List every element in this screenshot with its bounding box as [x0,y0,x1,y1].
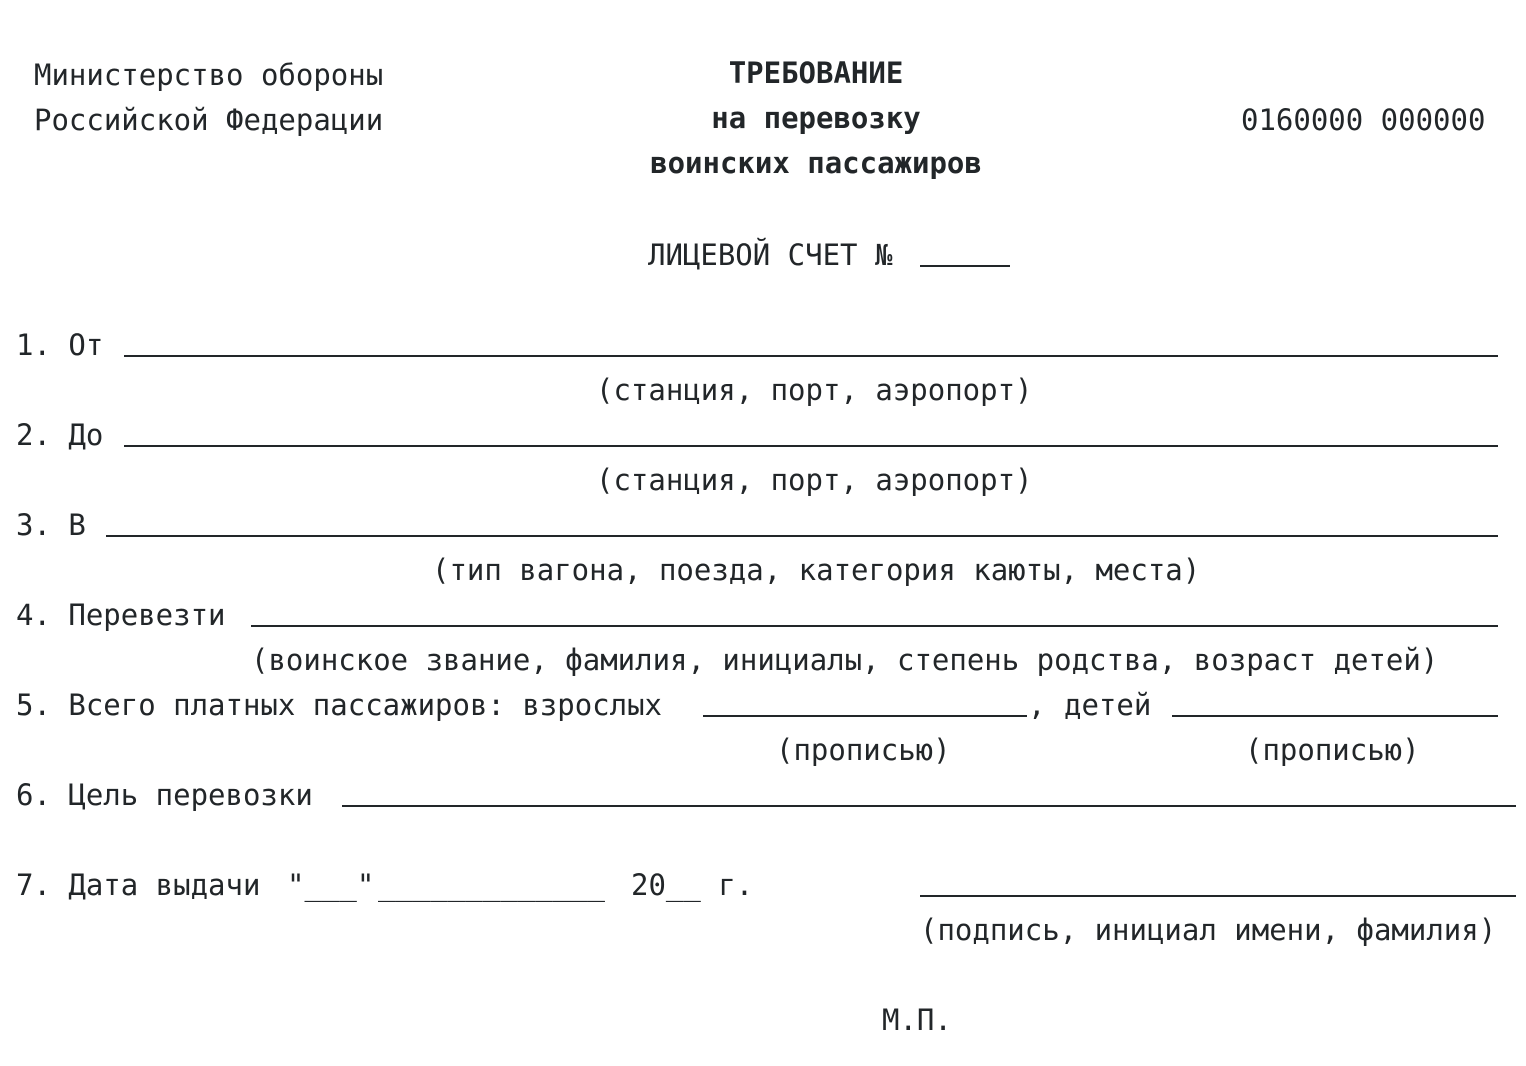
car-type-hint: (тип вагона, поезда, категория каюты, места) [432,553,1201,587]
adults-hint: (прописью) [776,733,951,767]
from-label: 1. От [16,328,104,362]
ministry-line-1: Министерство обороны [34,58,384,92]
children-hint: (прописью) [1245,733,1420,767]
issue-date-label: 7. Дата выдачи [16,868,261,902]
ministry-line-2: Российской Федерации [34,103,384,137]
document-subtitle-2: воинских пассажиров [650,146,982,180]
issue-date-year[interactable]: 20__ г. [631,868,754,902]
comma-separator: , [1028,688,1046,722]
children-label: детей [1064,688,1152,722]
purpose-label: 6. Цель перевозки [16,778,313,812]
passenger-hint: (воинское звание, фамилия, инициалы, степень родства, возраст детей) [251,643,1439,677]
from-field[interactable] [124,355,1498,357]
account-number-field[interactable] [920,265,1010,267]
signature-field[interactable] [920,895,1516,897]
account-number-label: ЛИЦЕВОЙ СЧЕТ № [648,238,893,272]
from-hint: (станция, порт, аэропорт) [596,373,1033,407]
document-subtitle-1: на перевозку [711,101,921,135]
passenger-field[interactable] [251,625,1498,627]
adults-count-field[interactable] [703,715,1027,717]
form-code: 0160000 000000 [1241,103,1486,137]
paid-passengers-label: 5. Всего платных пассажиров: взрослых [16,688,663,722]
car-type-field[interactable] [106,535,1498,537]
car-type-label: 3. В [16,508,86,542]
purpose-field[interactable] [342,805,1516,807]
to-hint: (станция, порт, аэропорт) [596,463,1033,497]
signature-hint: (подпись, инициал имени, фамилия) [920,913,1497,947]
issue-date-day-field[interactable]: "___" [287,868,375,902]
issue-date-month-field[interactable]: _____________ [378,868,605,902]
document-title: ТРЕБОВАНИЕ [728,56,904,90]
passenger-label: 4. Перевезти [16,598,226,632]
children-count-field[interactable] [1172,715,1498,717]
to-field[interactable] [124,445,1498,447]
to-label: 2. До [16,418,104,452]
stamp-place: М.П. [882,1003,952,1037]
